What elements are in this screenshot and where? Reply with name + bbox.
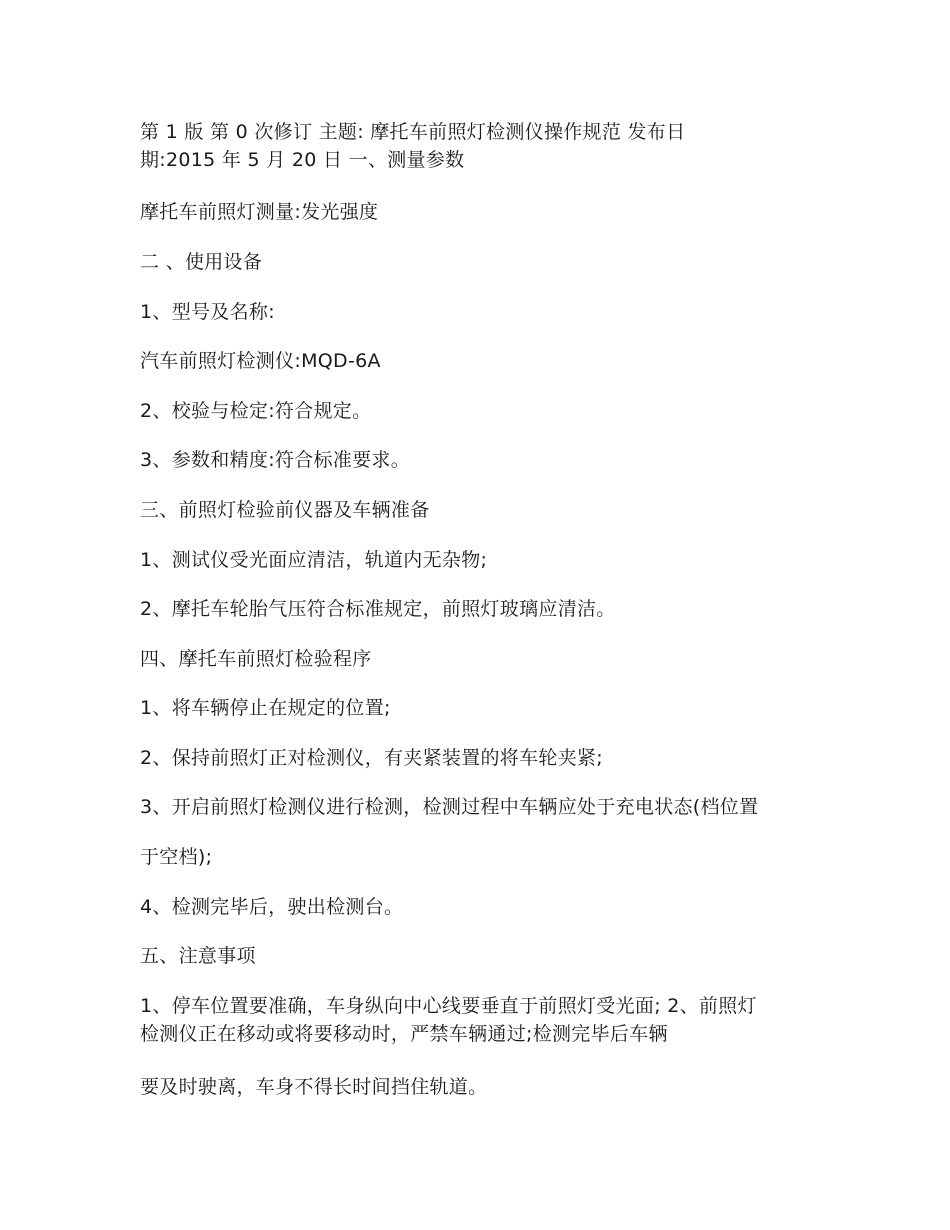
section-heading-2	[140, 248, 830, 276]
text-line: 3、参数和精度:符合标准要求。	[140, 449, 410, 471]
text-line: 汽车前照灯检测仪:MQD-6A	[140, 350, 381, 372]
section-heading-5	[140, 942, 830, 970]
text-line: 2、校验与检定:符合规定。	[140, 400, 372, 422]
text-line: 1、测试仪受光面应清洁，轨道内无杂物;	[140, 549, 488, 571]
text-line: 1、型号及名称:	[140, 301, 275, 323]
text-line: 摩托车前照灯测量:发光强度	[140, 201, 379, 223]
paragraph-prep-2	[140, 595, 830, 623]
paragraph-prep-1	[140, 546, 830, 574]
section-heading-3	[140, 496, 830, 524]
paragraph-calibration	[140, 397, 830, 425]
paragraph-proc-2	[140, 744, 830, 772]
paragraph-proc-3	[140, 793, 830, 821]
paragraph-header	[140, 118, 830, 174]
paragraph-notes-2	[140, 1073, 830, 1101]
text-line: 四、摩托车前照灯检验程序	[140, 648, 372, 670]
text-line: 3、开启前照灯检测仪进行检测，检测过程中车辆应处于充电状态(档位置	[140, 796, 759, 818]
paragraph-proc-1	[140, 694, 830, 722]
text-line: 于空档);	[140, 846, 213, 868]
paragraph-proc-4	[140, 893, 830, 921]
section-heading-4	[140, 645, 830, 673]
text-line: 五、注意事项	[140, 945, 256, 967]
text-line: 三、前照灯检验前仪器及车辆准备	[140, 499, 430, 521]
header-line-2: 期:2015 年 5 月 20 日 一、测量参数	[140, 149, 465, 171]
paragraph-proc-3-cont	[140, 843, 830, 871]
paragraph-measure	[140, 198, 830, 226]
text-line: 1、停车位置要准确，车身纵向中心线要垂直于前照灯受光面; 2、前照灯	[140, 995, 757, 1017]
paragraph-accuracy	[140, 446, 830, 474]
text-line: 1、将车辆停止在规定的位置;	[140, 697, 391, 719]
text-line: 检测仪正在移动或将要移动时，严禁车辆通过;检测完毕后车辆	[140, 1023, 668, 1045]
text-line: 4、检测完毕后，驶出检测台。	[140, 896, 404, 918]
paragraph-notes-1	[140, 992, 830, 1048]
paragraph-model	[140, 298, 830, 326]
text-line: 2、保持前照灯正对检测仪，有夹紧装置的将车轮夹紧;	[140, 747, 603, 769]
header-line-1: 第 1 版 第 0 次修订 主题: 摩托车前照灯检测仪操作规范 发布日	[140, 121, 686, 143]
paragraph-device	[140, 347, 830, 375]
text-line: 2、摩托车轮胎气压符合标准规定，前照灯玻璃应清洁。	[140, 598, 616, 620]
text-line: 二 、使用设备	[140, 251, 263, 273]
text-line: 要及时驶离，车身不得长时间挡住轨道。	[140, 1076, 488, 1098]
